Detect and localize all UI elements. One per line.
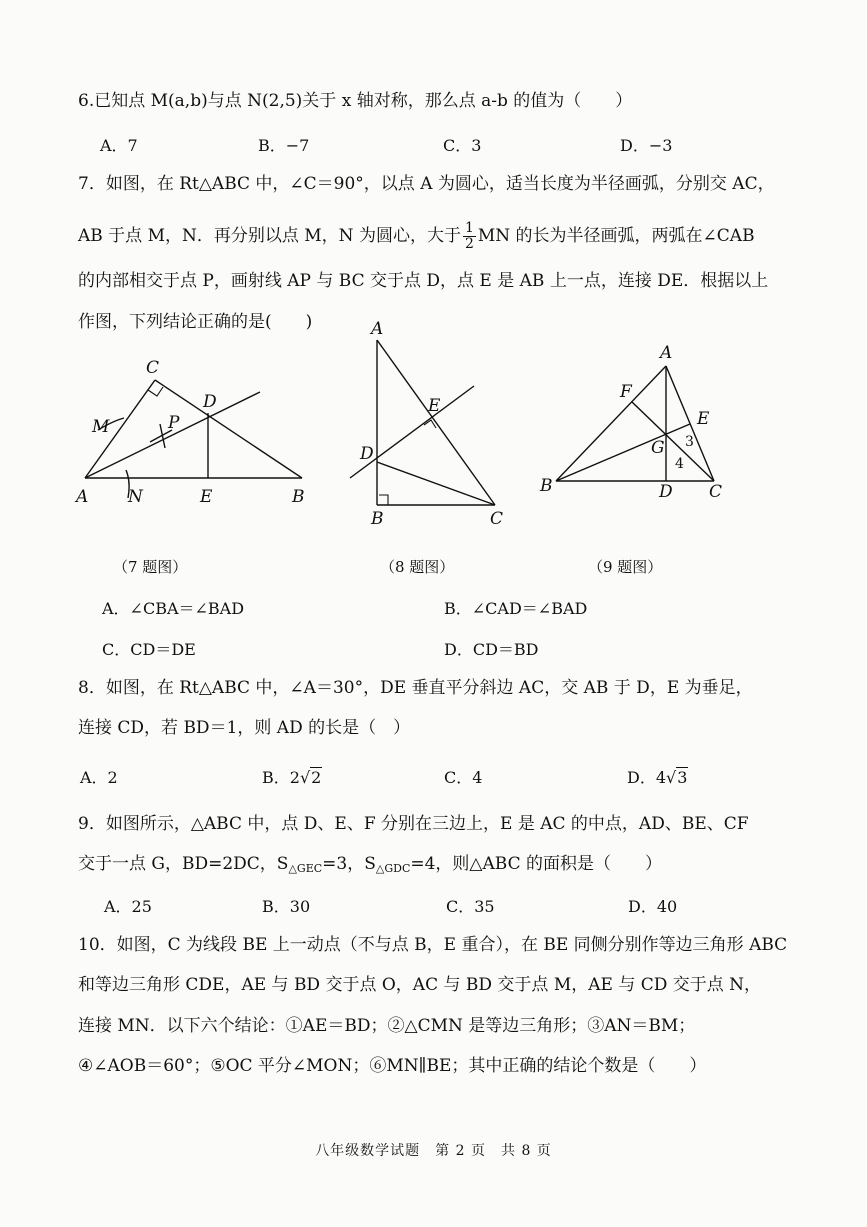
q6-option-a: A．7: [100, 136, 138, 155]
q10-line2: 和等边三角形 CDE，AE 与 BD 交于点 O，AC 与 BD 交于点 M，AE 与 CD 交于点 N，: [78, 975, 762, 995]
q7-line2-a: AB 于点 M，N．再分别以点 M，N 为圆心，大于: [78, 226, 461, 246]
fig7-label-b: B: [292, 487, 305, 507]
fig7-caption: （7 题图）: [113, 558, 188, 576]
q7-option-c: C．CD＝DE: [102, 640, 196, 659]
q6-option-c: C．3: [443, 136, 482, 155]
q7-line3: 的内部相交于点 P，画射线 AP 与 BC 交于点 D，点 E 是 AB 上一点，连接 DE．根据以上: [78, 271, 769, 291]
fig8-label-a: A: [371, 319, 384, 339]
fig8-label-c: C: [490, 509, 504, 529]
fig9-label-3: 3: [685, 434, 694, 450]
q10-line4: ④∠AOB＝60°；⑤OC 平分∠MON；⑥MN∥BE；其中正确的结论个数是（ ）: [78, 1056, 707, 1076]
fig7-label-n: N: [128, 487, 143, 507]
fig9-label-g: G: [651, 438, 665, 458]
q8-line2: 连接 CD，若 BD＝1，则 AD 的长是（ ）: [78, 718, 411, 738]
fig8-label-e: E: [428, 396, 441, 416]
fig9-label-c: C: [709, 482, 723, 502]
fig9-label-d: D: [659, 482, 673, 502]
fig8-caption: （8 题图）: [380, 558, 455, 576]
q10-line1: 10．如图，C 为线段 BE 上一动点（不与点 B，E 重合），在 BE 同侧分别作等边三角形 ABC: [78, 935, 788, 955]
q9-option-a: A．25: [104, 897, 152, 916]
figure-7: [85, 380, 302, 498]
fig9-caption: （9 题图）: [588, 558, 663, 576]
q8-option-d: D．4√3: [627, 768, 688, 787]
q8-option-a: A．2: [80, 768, 118, 787]
fig9-label-a: A: [660, 343, 673, 363]
fig9-label-f: F: [620, 382, 632, 402]
q7-option-b: B．∠CAD＝∠BAD: [444, 599, 588, 618]
q6-option-b: B．−7: [258, 136, 310, 155]
fig7-label-a: A: [76, 487, 89, 507]
fig9-label-b: B: [540, 476, 553, 496]
figure-8: [350, 340, 495, 505]
q8-option-b: B．2√2: [262, 768, 322, 787]
q7-option-d: D．CD＝BD: [444, 640, 539, 659]
q7-line4: 作图，下列结论正确的是( ): [78, 312, 313, 332]
fig9-label-e: E: [697, 409, 710, 429]
page-footer: 八年级数学试题 第 2 页 共 8 页: [315, 1143, 552, 1159]
q6-stem: 6.已知点 M(a,b)与点 N(2,5)关于 x 轴对称，那么点 a-b 的值为（ ）: [78, 91, 633, 111]
fig9-label-4: 4: [675, 456, 684, 472]
q8-line1: 8．如图，在 Rt△ABC 中，∠A＝30°，DE 垂直平分斜边 AC，交 AB 于 D，E 为垂足，: [78, 678, 753, 698]
q9-option-b: B．30: [262, 897, 311, 916]
fraction-half: $\frac{1}{2}$: [464, 220, 474, 252]
fig8-label-b: B: [371, 509, 384, 529]
q10-line3: 连接 MN．以下六个结论：①AE＝BD；②△CMN 是等边三角形；③AN＝BM；: [78, 1016, 696, 1036]
fig7-label-d: D: [203, 392, 217, 412]
q6-option-d: D．−3: [620, 136, 673, 155]
fig7-label-e: E: [200, 487, 213, 507]
figure-9: [556, 366, 714, 481]
fig7-label-c: C: [146, 358, 160, 378]
q7-option-a: A．∠CBA＝∠BAD: [102, 599, 245, 618]
fig7-label-m: M: [92, 417, 110, 437]
q9-line2: 交于一点 G，BD=2DC，$S_{\triangle GEC}=3$，$S_{\triangle GDC}=4$，则△ABC 的面积是（ ）: [78, 854, 662, 875]
q9-option-c: C．35: [446, 897, 495, 916]
q9-option-d: D．40: [628, 897, 678, 916]
q7-line1: 7．如图，在 Rt△ABC 中，∠C＝90°，以点 A 为圆心，适当长度为半径画弧，分别交 AC，: [78, 174, 775, 194]
fig7-label-p: P: [168, 413, 180, 433]
fig8-label-d: D: [360, 444, 374, 464]
q7-line2-b: MN 的长为半径画弧，两弧在∠CAB: [477, 226, 755, 246]
q9-line1: 9．如图所示，△ABC 中，点 D、E、F 分别在三边上，E 是 AC 的中点，AD、BE、CF: [78, 814, 749, 834]
q8-option-c: C．4: [444, 768, 483, 787]
